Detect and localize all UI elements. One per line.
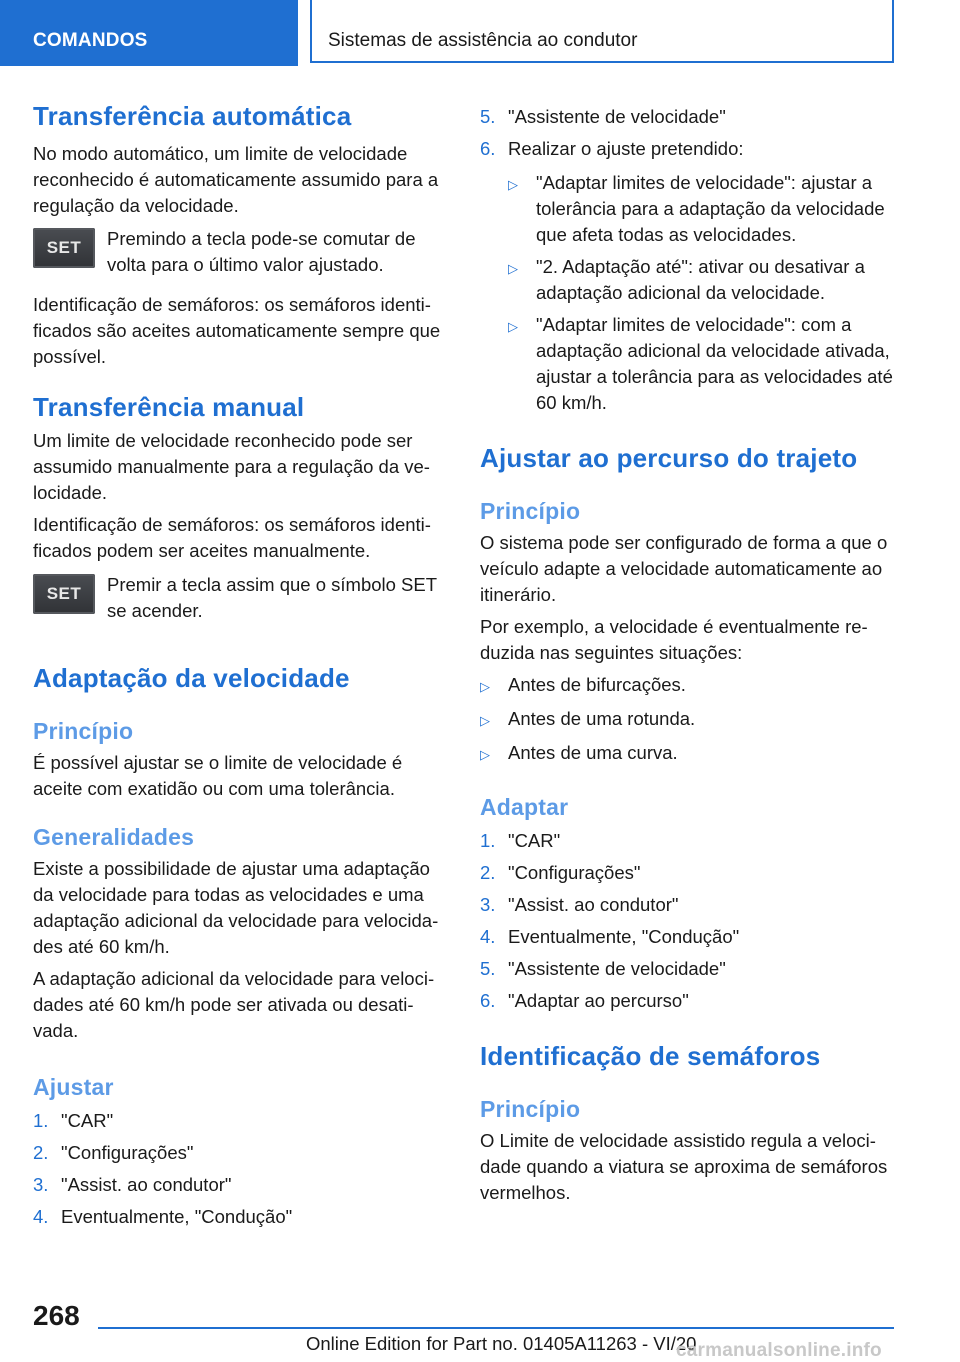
list-item: 2. "Configurações" [33, 1142, 194, 1163]
step-list [33, 1108, 445, 1230]
paragraph: Identificação de semáforos: os semáforos identi-ficados podem ser aceites manualmente. [33, 514, 431, 561]
paragraph: Identificação de semáforos: os semáforos identi-ficados são aceites automaticamente sempre que possível. [33, 294, 441, 367]
list-item: 1. "CAR" [33, 1110, 114, 1131]
right-column [480, 104, 898, 1206]
footer-divider [98, 1327, 894, 1329]
paragraph: Por exemplo, a velocidade é eventualmente re-duzida nas seguintes situações: [480, 616, 868, 663]
list-item: 1. "CAR" [480, 830, 561, 851]
set-button-icon [33, 574, 95, 614]
section-title: COMANDOS [33, 30, 148, 51]
triangle-bullet-icon: ▷ [508, 261, 518, 276]
list-item: ▷ "Adaptar limites de velocidade": com a adaptação adicional da velocidade ativada, ajustar a tolerância para as velocidades até 60 km/h. [508, 312, 898, 416]
heading-adaptacao-velocidade: Adaptação da velocidade [33, 663, 350, 693]
list-item: 6. "Adaptar ao percurso" [480, 990, 689, 1011]
paragraph: No modo automático, um limite de velocidade reconhecido é automaticamente assumido para a regulação da velocidade. [33, 143, 439, 216]
list-item: 3. "Assist. ao condutor" [33, 1174, 232, 1195]
list-item: ▷ Antes de uma rotunda. [480, 706, 898, 734]
heading-transferencia-manual: Transferência manual [33, 392, 305, 422]
list-item: 2. "Configurações" [480, 862, 641, 883]
triangle-bullet-icon: ▷ [480, 747, 490, 762]
heading-principio: Princípio [480, 498, 581, 524]
watermark: carmanualsonline.info [676, 1340, 882, 1361]
list-item: ▷ "Adaptar limites de velocidade": ajustar a tolerância para a adaptação da velocidade que afeta todas as velocidades. [508, 170, 898, 248]
set-instruction [33, 572, 445, 624]
bullet-list [480, 672, 898, 768]
heading-principio: Princípio [480, 1096, 581, 1122]
paragraph: Um limite de velocidade reconhecido pode ser assumido manualmente para a regulação da ve-locidade. [33, 430, 430, 503]
page-number: 268 [33, 1300, 80, 1331]
list-item: 4. Eventualmente, "Condução" [33, 1206, 293, 1227]
heading-transferencia-automatica: Transferência automática [33, 101, 352, 131]
chapter-header [310, 0, 894, 63]
set-button-icon [33, 228, 95, 268]
list-item: 5. "Assistente de velocidade" [480, 106, 726, 127]
paragraph: A adaptação adicional da velocidade para veloci-dades até 60 km/h pode ser ativada ou desati-vada. [33, 968, 435, 1041]
set-text: Premindo a tecla pode-se comutar de volta para o último valor ajustado. [107, 228, 416, 275]
paragraph: Existe a possibilidade de ajustar uma adaptação da velocidade para todas as velocidades e uma adaptação adicional da velocidade para velocida-des até 60 km/h. [33, 858, 439, 957]
paragraph: O Limite de velocidade assistido regula a veloci-dade quando a viatura se aproxima de semáforos vermelhos. [480, 1130, 888, 1203]
set-instruction [33, 226, 445, 278]
chapter-title: Sistemas de assistência ao condutor [328, 30, 638, 51]
left-column [33, 100, 445, 1230]
sub-bullet-list [508, 170, 898, 416]
set-label: SET [46, 238, 82, 257]
heading-ajustar-percurso: Ajustar ao percurso do trajeto [480, 443, 858, 473]
heading-ajustar: Ajustar [33, 1074, 114, 1100]
triangle-bullet-icon: ▷ [508, 319, 518, 334]
list-item: ▷ Antes de uma curva. [480, 740, 898, 768]
paragraph: É possível ajustar se o limite de velocidade é aceite com exatidão ou com uma tolerância. [33, 752, 403, 799]
list-item: 4. Eventualmente, "Condução" [480, 926, 740, 947]
edition-note: Online Edition for Part no. 01405A11263 - VI/20 [306, 1333, 697, 1354]
triangle-bullet-icon: ▷ [508, 177, 518, 192]
section-tab [0, 0, 298, 66]
heading-identificacao-semaforos: Identificação de semáforos [480, 1041, 821, 1071]
paragraph: O sistema pode ser configurado de forma a que o veículo adapte a velocidade automaticamente ao itinerário. [480, 532, 888, 605]
list-item: ▷ Antes de bifurcações. [480, 672, 898, 700]
list-item: 6. Realizar o ajuste pretendido: [480, 138, 744, 159]
set-text: Premir a tecla assim que o símbolo SET se acender. [107, 574, 437, 621]
list-item: 3. "Assist. ao condutor" [480, 894, 679, 915]
heading-adaptar: Adaptar [480, 794, 569, 820]
heading-generalidades: Generalidades [33, 824, 195, 850]
step-list [480, 828, 898, 1014]
set-label: SET [46, 584, 82, 603]
list-item: 5. "Assistente de velocidade" [480, 958, 726, 979]
triangle-bullet-icon: ▷ [480, 713, 490, 728]
triangle-bullet-icon: ▷ [480, 679, 490, 694]
list-item: ▷ "2. Adaptação até": ativar ou desativar a adaptação adicional da velocidade. [508, 254, 898, 306]
heading-principio: Princípio [33, 718, 134, 744]
